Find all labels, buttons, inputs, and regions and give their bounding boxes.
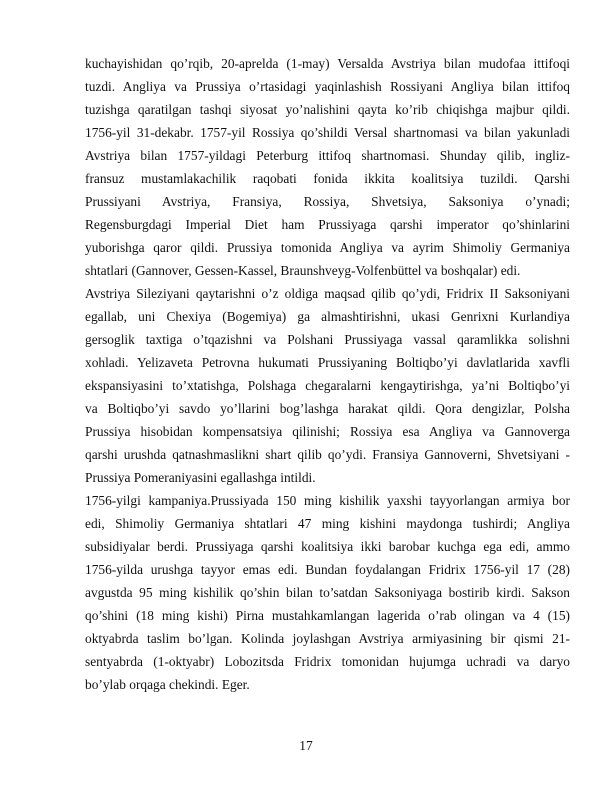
text-line: va Boltiqbo’yi savdo yo’llarini bog’lashga harakat qildi. Qora dengizlar, Polsha: [85, 401, 570, 416]
text-line: bo’ylab orqaga chekindi. Eger.: [85, 677, 250, 692]
document-body: [85, 52, 570, 696]
text-line: 1756-yil 31-dekabr. 1757-yil Rossiya qo’shildi Versal shartnomasi va bilan yakunladi: [85, 125, 570, 140]
text-line: subsidiyalar berdi. Prussiyaga qarshi koalitsiya ikki barobar kuchga ega edi, ammo: [85, 539, 570, 554]
text-line: 1756-yilda urushga tayyor emas edi. Bundan foydalangan Fridrix 1756-yil 17 (28): [85, 562, 570, 577]
text-line: edi, Shimoliy Germaniya shtatlari 47 ming kishini maydonga tushirdi; Angliya: [85, 516, 570, 531]
text-line: Prussiya Pomeraniyasini egallashga intildi.: [85, 470, 316, 485]
text-line: yuborishga qaror qildi. Prussiya tomonida Angliya va ayrim Shimoliy Germaniya: [85, 240, 570, 255]
text-line: Prussiyani Avstriya, Fransiya, Rossiya, Shvetsiya, Saksoniya o’ynadi;: [85, 194, 570, 209]
text-line: Regensburgdagi Imperial Diet ham Prussiyaga qarshi imperator qo’shinlarini: [85, 217, 570, 232]
page-number: 17: [299, 738, 313, 753]
text-column: [85, 52, 570, 696]
text-line: fransuz mustamlakachilik raqobati fonida ikkita koalitsiya tuzildi. Qarshi: [85, 171, 570, 186]
text-line: egallab, uni Chexiya (Bogemiya) ga almashtirishni, ukasi Genrixni Kurlandiya: [85, 309, 570, 324]
text-line: qo’shini (18 ming kishi) Pirna mustahkamlangan lagerida o’rab olingan va 4 (15): [85, 608, 570, 623]
text-line: gersoglik taxtiga o’tqazishni va Polshani Prussiyaga vassal qaramlikka solishni: [85, 332, 570, 347]
text-line: xohladi. Yelizaveta Petrovna hukumati Prussiyaning Boltiqbo’yi davlatlarida xavfli: [85, 355, 570, 370]
text-line: shtatlari (Gannover, Gessen-Kassel, Braunshveyg-Volfenbüttel va boshqalar) edi.: [85, 263, 521, 278]
text-line: oktyabrda taslim bo’lgan. Kolinda joylashgan Avstriya armiyasining bir qismi 21-: [85, 631, 570, 646]
text-line: tuzishga qaratilgan tashqi siyosat yo’nalishini qayta ko’rib chiqishga majbur qildi.: [85, 102, 570, 117]
text-line: kuchayishidan qo’rqib, 20-aprelda (1-may) Versalda Avstriya bilan mudofaa ittifoqi: [85, 56, 570, 71]
text-line: sentyabrda (1-oktyabr) Lobozitsda Fridrix tomonidan hujumga uchradi va daryo: [85, 654, 570, 669]
text-line: avgustda 95 ming kishilik qo’shin bilan to’satdan Saksoniyaga bostirib kirdi. Sakson: [85, 585, 570, 600]
text-line: Avstriya Sileziyani qaytarishni o’z oldiga maqsad qilib qo’ydi, Fridrix II Saksoniyani: [85, 286, 570, 301]
text-line: 1756-yilgi kampaniya.Prussiyada 150 ming kishilik yaxshi tayyorlangan armiya bor: [85, 493, 570, 508]
text-line: ekspansiyasini to’xtatishga, Polshaga chegaralarni kengaytirishga, ya’ni Boltiqbo’yi: [85, 378, 570, 393]
text-line: qarshi urushda qatnashmaslikni shart qilib qo’ydi. Fransiya Gannoverni, Shvetsiyani -: [85, 447, 570, 462]
text-line: Prussiya hisobidan kompensatsiya qilinishi; Rossiya esa Angliya va Gannoverga: [85, 424, 570, 439]
text-line: tuzdi. Angliya va Prussiya o’rtasidagi yaqinlashish Rossiyani Angliya bilan ittifoq: [85, 79, 570, 94]
text-line: Avstriya bilan 1757-yildagi Peterburg ittifoq shartnomasi. Shunday qilib, ingliz-: [85, 148, 570, 163]
